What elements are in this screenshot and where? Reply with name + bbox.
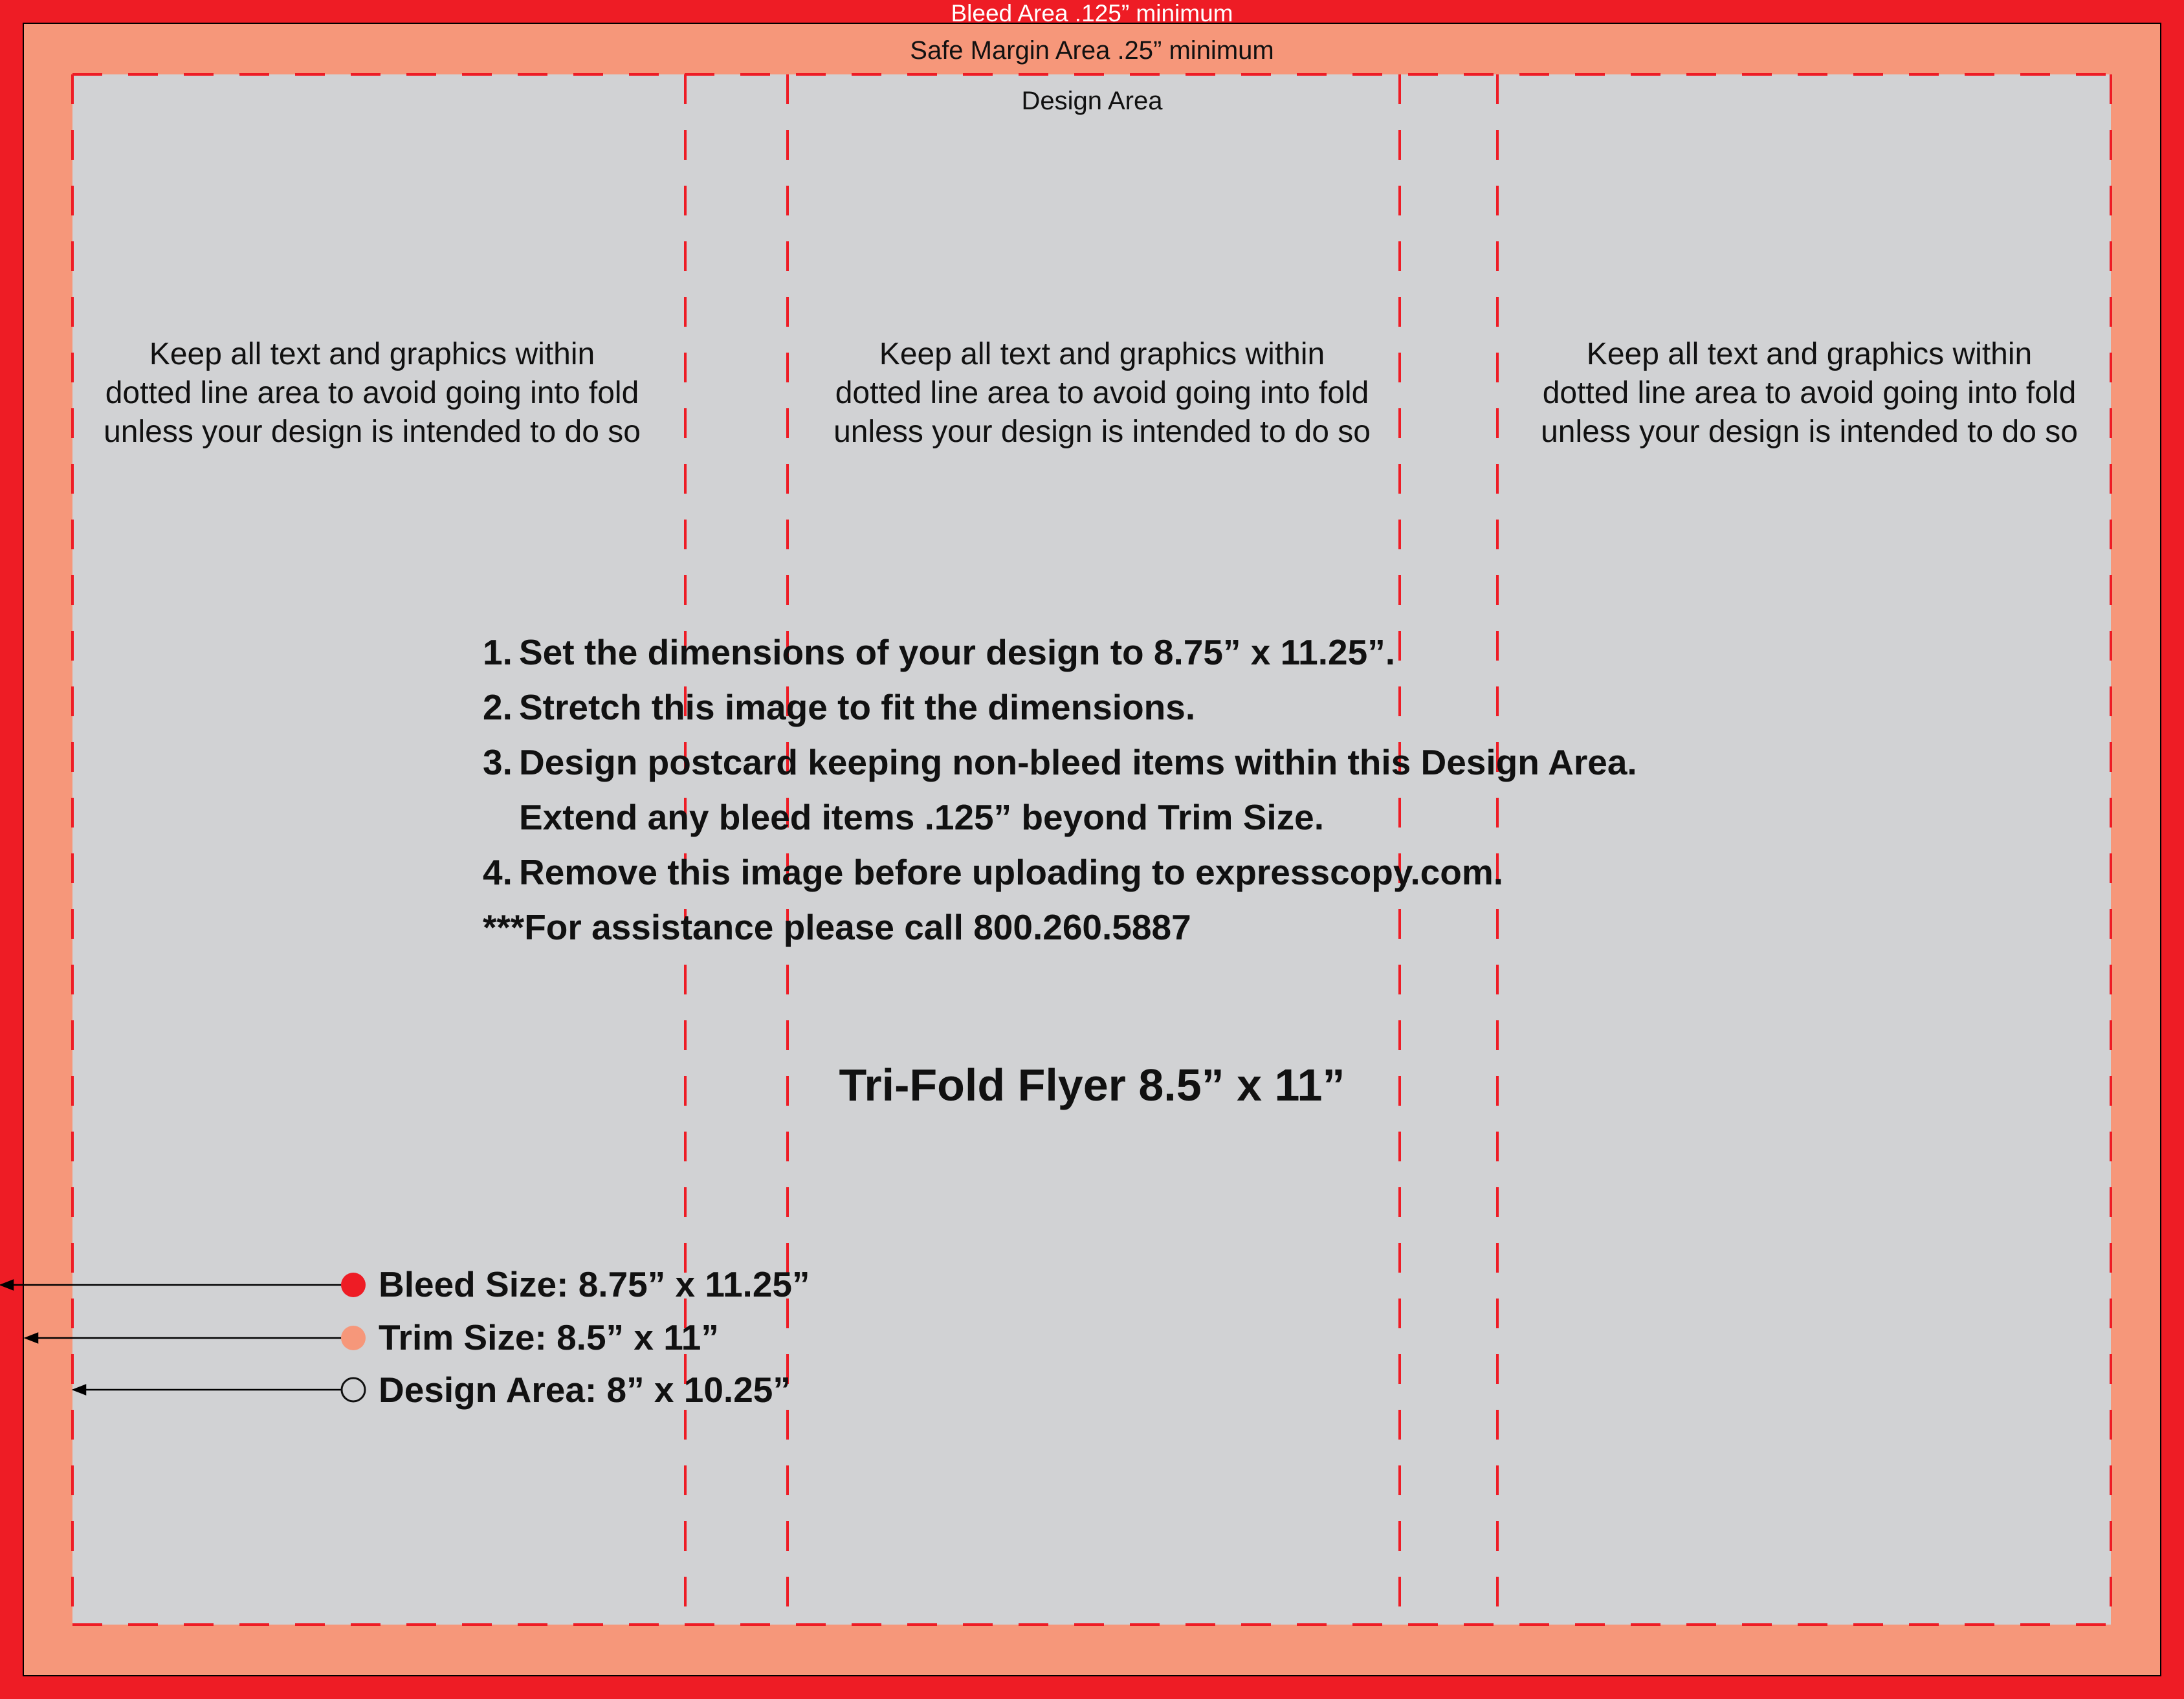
- panel-note-line: unless your design is intended to do so: [1541, 415, 2078, 449]
- step-text: Set the dimensions of your design to 8.75” x 11.25”.: [519, 632, 1395, 672]
- step-number: 1.: [483, 632, 513, 672]
- panel-note-line: dotted line area to avoid going into fold: [835, 376, 1369, 410]
- panel-note-line: Keep all text and graphics within: [1586, 337, 2033, 371]
- panel-note-line: unless your design is intended to do so: [104, 415, 641, 449]
- panel-note-line: dotted line area to avoid going into fold: [1542, 376, 2077, 410]
- step-text: Extend any bleed items .125” beyond Trim Size.: [519, 797, 1325, 837]
- flyer-title: Tri-Fold Flyer 8.5” x 11”: [839, 1060, 1345, 1110]
- panel-note-line: dotted line area to avoid going into fold: [105, 376, 639, 410]
- panel-note-line: Keep all text and graphics within: [879, 337, 1325, 371]
- panel-note-line: Keep all text and graphics within: [149, 337, 595, 371]
- bleed-dot-icon: [341, 1273, 366, 1297]
- design-dot-icon: [342, 1378, 365, 1401]
- legend-design-area: Design Area: 8” x 10.25”: [379, 1370, 791, 1410]
- design-area: [72, 74, 2111, 1625]
- bleed-area-label: Bleed Area .125” minimum: [951, 0, 1233, 27]
- step-number: 4.: [483, 852, 513, 892]
- trim-dot-icon: [341, 1326, 366, 1350]
- safe-margin-label: Safe Margin Area .25” minimum: [910, 36, 1274, 65]
- step-text: Design postcard keeping non-bleed items within this Design Area.: [519, 742, 1637, 782]
- assistance-text: ***For assistance please call 800.260.5887: [483, 907, 1191, 947]
- panel-note-line: unless your design is intended to do so: [833, 415, 1371, 449]
- design-area-label: Design Area: [1021, 87, 1163, 115]
- step-number: 3.: [483, 742, 513, 782]
- legend-trim-size: Trim Size: 8.5” x 11”: [379, 1317, 719, 1357]
- legend-bleed-size: Bleed Size: 8.75” x 11.25”: [379, 1264, 810, 1304]
- step-number: 2.: [483, 687, 513, 727]
- step-text: Remove this image before uploading to expresscopy.com.: [519, 852, 1504, 892]
- step-text: Stretch this image to fit the dimensions.: [519, 687, 1196, 727]
